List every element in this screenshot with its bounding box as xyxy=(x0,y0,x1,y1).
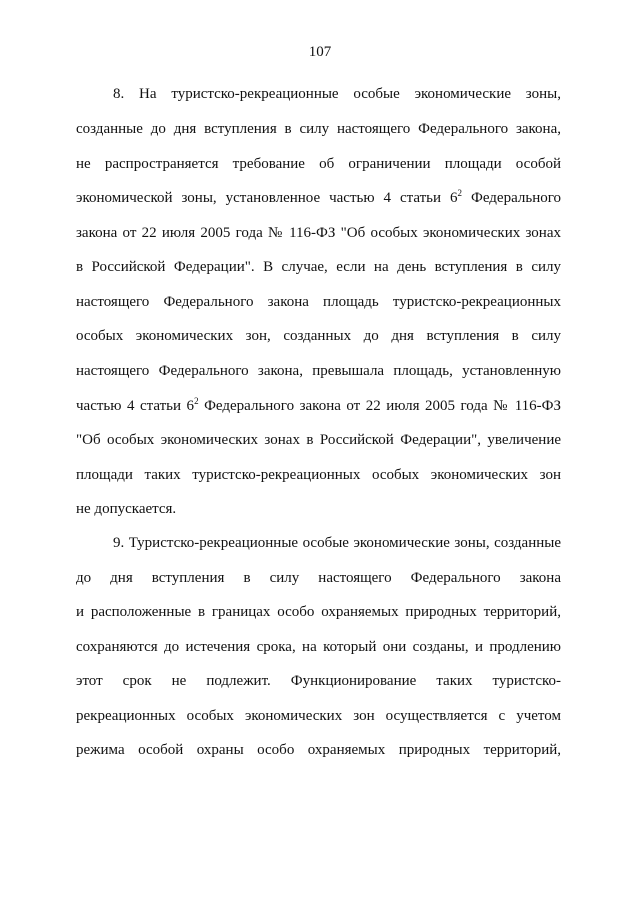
page-number: 107 xyxy=(308,44,332,60)
paragraph-9-line-5: этот срок не подлежит. Функционирование таких туристско- xyxy=(76,673,561,689)
paragraph-8-line-7: настоящего Федерального закона площадь туристско-рекреационных xyxy=(76,294,561,310)
paragraph-8-line-3: не распространяется требование об ограничении площади особой xyxy=(76,156,561,172)
paragraph-8-line-13: не допускается. xyxy=(76,501,177,517)
paragraph-8-line-4: экономической зоны, установленное частью 4 статьи $6^2$ Федерального xyxy=(76,188,561,206)
paragraph-9-line-3: и расположенные в границах особо охраняемых природных территорий, xyxy=(76,604,561,620)
paragraph-9-line-7: режима особой охраны особо охраняемых природных территорий, xyxy=(76,742,561,758)
paragraph-8-line-1: 8. На туристско-рекреационные особые экономические зоны, xyxy=(113,86,561,102)
paragraph-8-line-9: настоящего Федерального закона, превышала площадь, установленную xyxy=(76,363,561,379)
paragraph-8-line-2: созданные до дня вступления в силу настоящего Федерального закона, xyxy=(76,121,561,137)
paragraph-9-line-6: рекреационных особых экономических зон осуществляется с учетом xyxy=(76,708,561,724)
paragraph-8-line-10: частью 4 статьи $6^2$ Федерального закона от 22 июля 2005 года № 116-ФЗ xyxy=(76,396,561,414)
paragraph-8-line-11: "Об особых экономических зонах в Российской Федерации", увеличение xyxy=(76,432,561,448)
paragraph-8-line-6: в Российской Федерации". В случае, если на день вступления в силу xyxy=(76,259,561,275)
paragraph-9-line-4: сохраняются до истечения срока, на который они созданы, и продлению xyxy=(76,639,561,655)
paragraph-9-line-2: до дня вступления в силу настоящего Федерального закона xyxy=(76,570,561,586)
paragraph-8-line-8: особых экономических зон, созданных до дня вступления в силу xyxy=(76,328,561,344)
paragraph-8-line-5: закона от 22 июля 2005 года № 116-ФЗ "Об особых экономических зонах xyxy=(76,225,561,241)
paragraph-8-line-12: площади таких туристско-рекреационных особых экономических зон xyxy=(76,467,561,483)
superscript: 2 xyxy=(194,396,199,406)
paragraph-9-line-1: 9. Туристско-рекреационные особые экономические зоны, созданные xyxy=(113,535,561,551)
superscript: 2 xyxy=(457,188,463,198)
